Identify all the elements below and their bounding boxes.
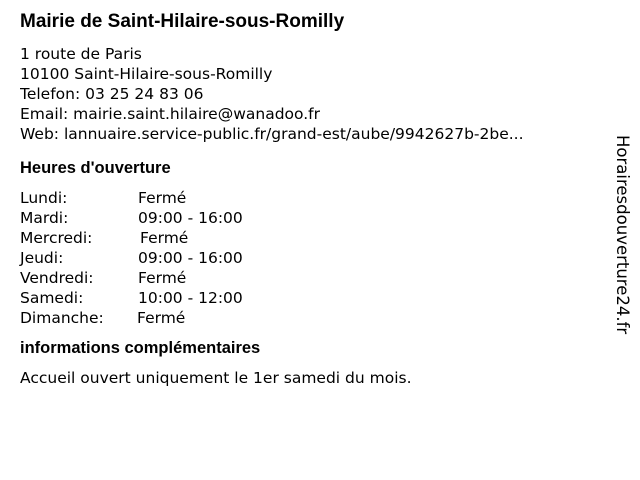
phone-line: Telefon: 03 25 24 83 06 bbox=[20, 85, 204, 103]
day-time: 10:00 - 12:00 bbox=[138, 289, 243, 307]
hours-heading: Heures d'ouverture bbox=[20, 159, 171, 177]
hours-row-mardi bbox=[20, 208, 600, 228]
day-label: Mardi: bbox=[20, 209, 69, 227]
day-time: Fermé bbox=[138, 269, 187, 287]
street-line: 1 route de Paris bbox=[20, 45, 142, 63]
day-label: Lundi: bbox=[20, 189, 68, 207]
hours-row-vendredi bbox=[20, 268, 600, 288]
site-watermark: Horairesdouverture24.fr bbox=[613, 135, 632, 335]
day-label: Mercredi: bbox=[20, 229, 93, 247]
day-time: 09:00 - 16:00 bbox=[138, 249, 243, 267]
hours-row-samedi bbox=[20, 288, 600, 308]
office-card bbox=[20, 10, 600, 388]
hours-table bbox=[20, 188, 600, 328]
city-line: 10100 Saint-Hilaire-sous-Romilly bbox=[20, 65, 273, 83]
hours-row-mercredi bbox=[20, 228, 600, 248]
info-heading: informations complémentaires bbox=[20, 339, 261, 357]
address-block bbox=[20, 44, 600, 144]
day-label: Vendredi: bbox=[20, 269, 94, 287]
page-title: Mairie de Saint-Hilaire-sous-Romilly bbox=[20, 11, 345, 32]
day-label: Dimanche: bbox=[20, 309, 104, 327]
day-time: 09:00 - 16:00 bbox=[138, 209, 243, 227]
info-text: Accueil ouvert uniquement le 1er samedi du mois. bbox=[20, 369, 412, 387]
day-time: Fermé bbox=[140, 229, 189, 247]
web-line: Web: lannuaire.service-public.fr/grand-est/aube/9942627b-2be... bbox=[20, 125, 524, 143]
day-label: Jeudi: bbox=[20, 249, 64, 267]
hours-row-lundi bbox=[20, 188, 600, 208]
day-time: Fermé bbox=[138, 189, 187, 207]
day-time: Fermé bbox=[137, 309, 186, 327]
email-line: Email: mairie.saint.hilaire@wanadoo.fr bbox=[20, 105, 321, 123]
day-label: Samedi: bbox=[20, 289, 84, 307]
hours-row-jeudi bbox=[20, 248, 600, 268]
hours-row-dimanche bbox=[20, 308, 600, 328]
